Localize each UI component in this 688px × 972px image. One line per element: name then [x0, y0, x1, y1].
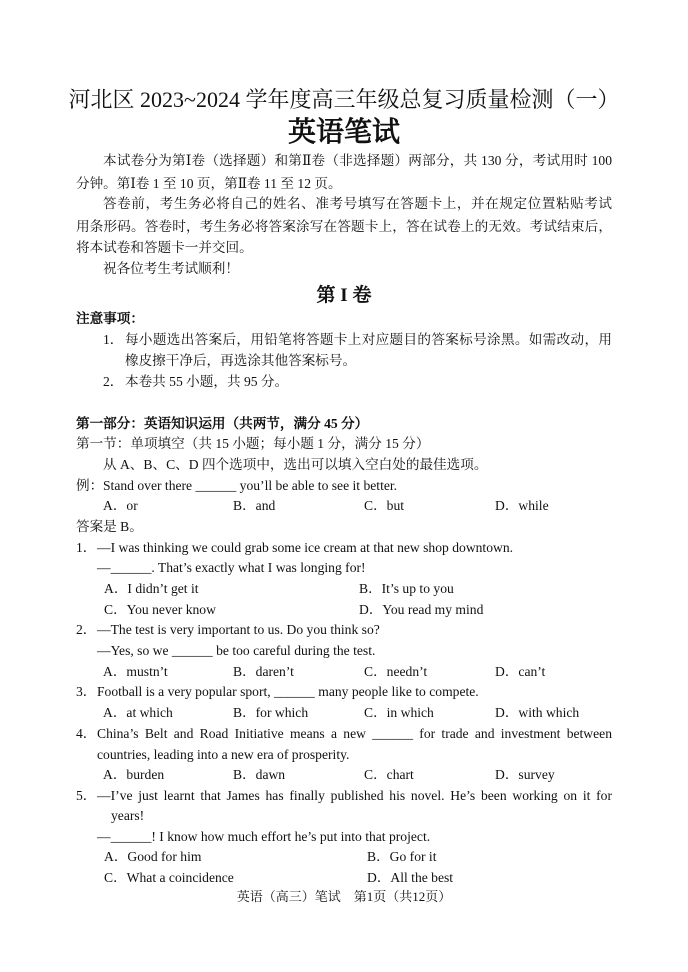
- question-text: —I’ve just learnt that James has finally published his novel. He’s been working on it for: [97, 788, 612, 803]
- question-option: A．burden: [103, 767, 165, 782]
- intro-line: 用条形码。答卷时，考生务必将答案涂写在答题卡上，答在试卷上的无效。考试结束后，: [76, 219, 612, 234]
- example-label: 例：: [76, 478, 104, 493]
- instruction: 从 A、B、C、D 四个选项中，选出可以填入空白处的最佳选项。: [103, 457, 488, 472]
- intro-line: 将本试卷和答题卡一并交回。: [76, 240, 253, 255]
- note-text: 本卷共 55 小题，共 95 分。: [125, 374, 289, 389]
- question-option: C．chart: [364, 767, 414, 782]
- intro-line: 分钟。第Ⅰ卷 1 至 10 页，第Ⅱ卷 11 至 12 页。: [76, 176, 342, 191]
- exam-subtitle: 英语笔试: [287, 115, 400, 148]
- question-option: B．Go for it: [367, 849, 437, 864]
- question-number: 4．: [76, 726, 97, 741]
- question-option: A．mustn’t: [103, 664, 168, 679]
- question-text: —______! I know how much effort he’s put into that project.: [97, 829, 431, 844]
- exam-title: 河北区 2023~2024 学年度高三年级总复习质量检测（一）: [68, 87, 620, 112]
- section-heading: 第一节：单项填空（共 15 小题；每小题 1 分，满分 15 分）: [76, 436, 430, 451]
- question-option: C．What a coincidence: [104, 870, 234, 885]
- question-option: D．You read my mind: [359, 602, 484, 617]
- note-text: 橡皮擦干净后，再选涂其他答案标号。: [125, 353, 357, 368]
- question-option: C．in which: [364, 705, 434, 720]
- question-text: China’s Belt and Road Initiative means a new ______ for trade and investment between: [97, 726, 612, 741]
- example-text: Stand over there ______ you’ll be able to see it better.: [103, 478, 398, 493]
- volume-title: 第 I 卷: [316, 285, 372, 306]
- question-option: B．dawn: [233, 767, 286, 782]
- question-text: countries, leading into a new era of prosperity.: [97, 747, 350, 762]
- question-option: D．with which: [495, 705, 580, 720]
- question-number: 3．: [76, 684, 97, 699]
- question-option: B．It’s up to you: [359, 581, 454, 596]
- page-footer: 英语（高三）笔试 第1页（共12页）: [236, 889, 452, 904]
- question-text: years!: [111, 808, 145, 823]
- part-heading: 第一部分：英语知识运用（共两节，满分 45 分）: [76, 416, 369, 431]
- question-option: B．for which: [233, 705, 309, 720]
- question-option: B．daren’t: [233, 664, 294, 679]
- example-option: B．and: [233, 498, 276, 513]
- intro-line: 本试卷分为第Ⅰ卷（选择题）和第Ⅱ卷（非选择题）两部分，共 130 分，考试用时 100: [103, 153, 612, 168]
- question-option: D．survey: [495, 767, 555, 782]
- intro-wish: 祝各位考生考试顺利！: [103, 261, 239, 276]
- question-text: —Yes, so we ______ be too careful during the test.: [97, 643, 376, 658]
- question-option: D．All the best: [367, 870, 454, 885]
- notes-heading: 注意事项：: [76, 311, 144, 326]
- question-option: A．Good for him: [104, 849, 202, 864]
- question-option: A．I didn’t get it: [104, 581, 199, 596]
- question-text: Football is a very popular sport, ______ many people like to compete.: [97, 684, 479, 699]
- question-option: D．can’t: [495, 664, 546, 679]
- question-number: 2．: [76, 622, 97, 637]
- question-text: —______. That’s exactly what I was longing for!: [97, 560, 366, 575]
- example-option: C．but: [364, 498, 405, 513]
- note-text: 每小题选出答案后，用铅笔将答题卡上对应题目的答案标号涂黑。如需改动，用: [125, 332, 612, 347]
- example-answer: 答案是 B。: [76, 519, 143, 534]
- note-number: 1．: [103, 332, 124, 347]
- question-option: C．You never know: [104, 602, 216, 617]
- question-option: A．at which: [103, 705, 173, 720]
- example-option: A．or: [103, 498, 138, 513]
- question-number: 1．: [76, 540, 97, 555]
- question-text: —The test is very important to us. Do you think so?: [97, 622, 380, 637]
- intro-line: 答卷前，考生务必将自己的姓名、准考号填写在答题卡上，并在规定位置粘贴考试: [103, 196, 612, 211]
- question-option: C．needn’t: [364, 664, 428, 679]
- question-text: —I was thinking we could grab some ice cream at that new shop downtown.: [97, 540, 514, 555]
- note-number: 2．: [103, 374, 124, 389]
- example-option: D．while: [495, 498, 549, 513]
- question-number: 5．: [76, 788, 97, 803]
